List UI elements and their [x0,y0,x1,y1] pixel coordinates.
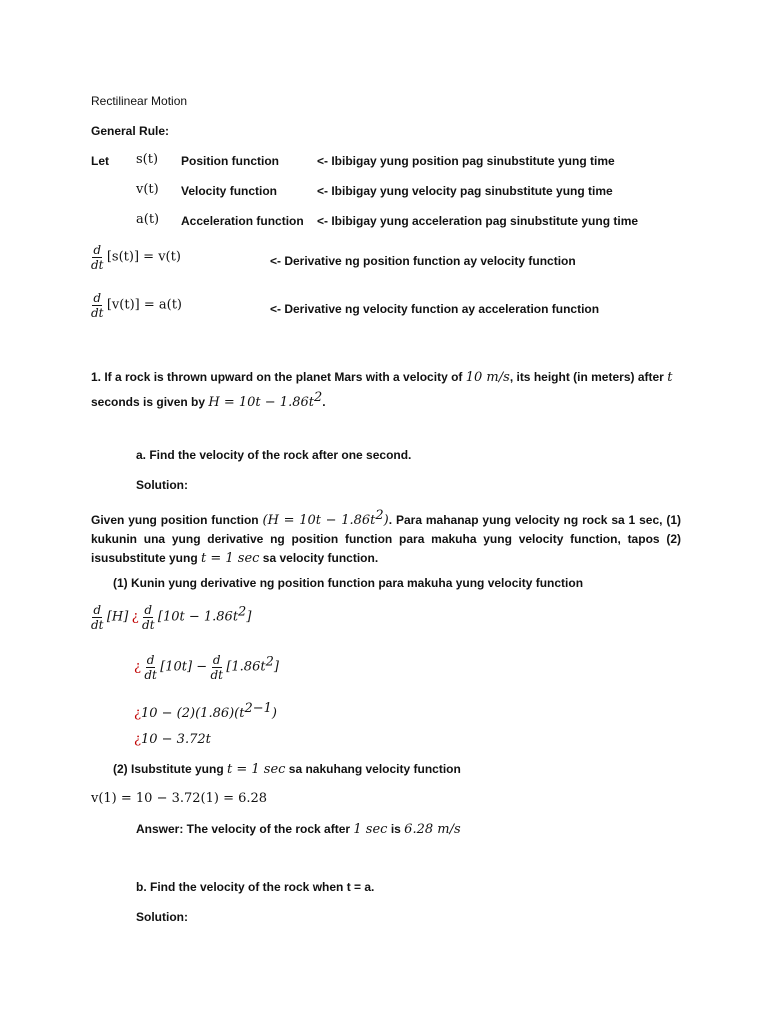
rule-name-velocity: Velocity function [181,184,278,198]
problem-1-line-1: 1. If a rock is thrown upward on the planet Mars with a velocity of 10 m/s, its height (in meters) after t [91,370,673,385]
doc-title: Rectilinear Motion [91,94,188,108]
rule-symbol-velocity: v(t) [136,182,159,197]
let-label: Let [91,154,109,168]
equation-3: ¿$10 - (2)(1.86)(t^{2-1})$ [134,701,277,721]
part-a-given-paragraph: Given yung position function $(H = 10t - 1.86t^2)$. Para mahanap yung velocity ng rock sa 1 sec, (1) kukunin una yung derivative ng position function para makuha yung velocity function, tapos (2) isusubstitute yung t = 1 sec sa velocity function. [91,508,681,566]
rule-name-acceleration: Acceleration function [181,214,304,228]
equation-1: $\frac{d}{dt}$ [H] ¿ $\frac{d}{dt}$ $[10t - 1.86t^2]$ [91,603,252,632]
step-1-text: (1) Kunin yung derivative ng position function para makuha yung velocity function [113,576,584,590]
part-b-solution-label: Solution: [136,910,188,924]
part-b-question: b. Find the velocity of the rock when t = a. [136,880,375,894]
derivative-desc-position: <- Derivative ng position function ay velocity function [270,254,576,268]
general-rule-heading: General Rule: [91,124,170,138]
red-glyph: ¿ [134,732,141,747]
part-a-question: a. Find the velocity of the rock after one second. [136,448,412,462]
part-a-solution-label: Solution: [136,478,188,492]
red-glyph: ¿ [134,659,141,675]
equation-4: ¿10 − 3.72t [134,732,211,747]
red-glyph: ¿ [134,706,141,721]
part-a-answer: Answer: The velocity of the rock after 1 sec is 6.28 m/s [136,822,461,837]
step-2-text: (2) Isubstitute yung t = 1 sec sa nakuhang velocity function [113,762,461,777]
derivative-rule-velocity [91,292,182,319]
equation-2: ¿ $\frac{d}{dt}$ [10t] − $\frac{d}{dt}$ $[1.86t^2]$ [134,653,279,682]
derivative-expr: [v(t)] = a(t) [106,297,182,313]
rule-desc-acceleration: <- Ibibigay yung acceleration pag sinubstitute yung time [317,214,639,228]
derivative-rule-position [91,244,181,271]
problem-1-line-2: seconds is given by $H = 10t - 1.86t^2$. [91,390,326,410]
equation-5: v(1) = 10 − 3.72(1) = 6.28 [91,791,268,806]
rule-name-position: Position function [181,154,279,168]
fraction-d-dt: $\frac{d}{dt}$ [91,243,104,272]
fraction-d-dt: $\frac{d}{dt}$ [91,291,104,320]
rule-symbol-position: s(t) [136,152,159,167]
rule-symbol-acceleration: a(t) [136,212,160,227]
red-glyph: ¿ [131,609,139,625]
rule-desc-position: <- Ibibigay yung position pag sinubstitute yung time [317,154,615,168]
derivative-expr: [s(t)] = v(t) [106,249,181,265]
derivative-desc-velocity: <- Derivative ng velocity function ay acceleration function [270,302,600,316]
rule-desc-velocity: <- Ibibigay yung velocity pag sinubstitute yung time [317,184,613,198]
